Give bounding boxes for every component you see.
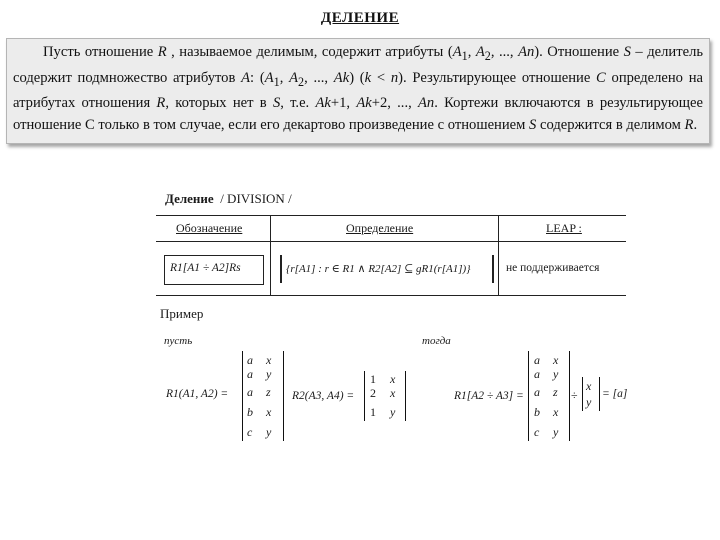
m1-cell: c	[247, 425, 253, 439]
m3-cell: b	[534, 405, 540, 419]
m1-cell: b	[247, 405, 253, 419]
result-label: R1[A2 ÷ A3] =	[454, 390, 524, 402]
m1-cell: x	[266, 405, 272, 419]
m1-cell: y	[266, 367, 272, 381]
table-col-divider-2	[498, 215, 499, 295]
m1-cell: y	[266, 425, 272, 439]
m2-cell: x	[390, 372, 396, 386]
r1-label: R1(A1, A2) =	[166, 388, 229, 400]
m4-cell: y	[586, 395, 592, 409]
example-label: Пример	[160, 306, 204, 321]
m3-cell: a	[534, 385, 540, 399]
table-col-divider-1	[270, 215, 271, 295]
m1-cell: a	[247, 367, 253, 381]
result-value: = [a]	[602, 388, 628, 400]
m3-cell: a	[534, 353, 540, 367]
divide-sign: ÷	[571, 388, 578, 402]
m1-cell: z	[266, 385, 271, 399]
table-header-border	[156, 241, 626, 242]
m1-cell: x	[266, 353, 272, 367]
col-header-definition: Определение	[346, 221, 414, 235]
m3-cell: y	[553, 367, 559, 381]
page-title: ДЕЛЕНИЕ	[320, 10, 400, 26]
scanned-division-figure	[150, 185, 630, 485]
scan-heading: Деление / DIVISION /	[165, 191, 292, 206]
m3-cell: a	[534, 367, 540, 381]
m4-cell: x	[586, 379, 592, 393]
then-label: тогда	[422, 335, 451, 347]
m3-cell: x	[553, 353, 559, 367]
definition-formula: {r[A1] : r ∈ R1 ∧ R2[A2] ⊆ gR1(r[A1])}	[286, 263, 471, 275]
m2-cell: x	[390, 386, 396, 400]
table-bottom-border	[156, 295, 626, 296]
m3-cell: c	[534, 425, 540, 439]
m2-cell: 1	[370, 372, 376, 386]
notation-formula: R1[A1 ÷ A2]Rs	[170, 262, 241, 274]
let-label: пусть	[164, 335, 193, 347]
definition-panel	[6, 38, 710, 144]
m3-cell: z	[553, 385, 558, 399]
leap-value: не поддерживается	[506, 262, 600, 274]
m3-cell: x	[553, 405, 559, 419]
m1-cell: a	[247, 353, 253, 367]
m3-cell: y	[553, 425, 559, 439]
table-top-border	[156, 215, 626, 216]
m2-cell: 1	[370, 405, 376, 419]
col-header-notation: Обозначение	[176, 221, 243, 235]
intro-paragraph: Пусть отношение R , называемое делимым, содержит атрибуты ($A_1$, $A_2$, ..., An). Отношение S – делитель содержит подмножество атрибутов A: ($A_1$, $A_2$, ..., Ak) (k < n). Результирующее отношение C определено на атрибутах отношения R, которых нет в S, т.е. Ak+1, Ak+2, ..., An. Кортежи включаются в результирующее отношение С только в том случае, если его декартово произведение с отношением S содержится в делимом R.	[13, 44, 704, 133]
col-header-leap: LEAP :	[546, 221, 582, 235]
r2-label: R2(A3, A4) =	[292, 390, 355, 402]
m2-cell: y	[390, 405, 396, 419]
m1-cell: a	[247, 385, 253, 399]
m2-cell: 2	[370, 386, 376, 400]
